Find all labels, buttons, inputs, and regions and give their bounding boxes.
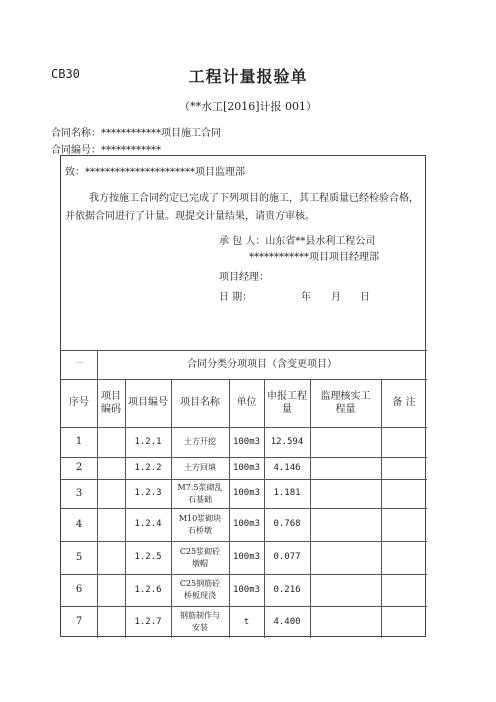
cell-qty: 4.146 bbox=[273, 462, 301, 473]
date-label: 日 期： bbox=[219, 292, 253, 303]
cell-item-no: 1.2.4 bbox=[134, 519, 162, 530]
form-table bbox=[60, 155, 426, 637]
col-verify-line-1: 监理核实工 bbox=[320, 390, 371, 402]
page-title: 工程计量报验单 bbox=[188, 67, 308, 86]
cell-name bbox=[171, 574, 229, 606]
letter-body-line-1: 我方按施工合同约定已完成了下列项目的施工，其工程质量已经检验合格， bbox=[89, 193, 419, 204]
col-code-line-2: 编码 bbox=[101, 404, 121, 415]
section-title: 合同分类分项项目（含变更项目） bbox=[187, 358, 337, 370]
cell-item-no: 1.2.1 bbox=[134, 436, 162, 447]
col-qty-line-1: 申报工程 bbox=[267, 390, 307, 402]
cell-name-line-1: 土方开挖 bbox=[184, 437, 216, 447]
cell-item-no: 1.2.5 bbox=[134, 552, 162, 563]
date-day: 日 bbox=[360, 292, 370, 303]
col-remark: 备 注 bbox=[392, 397, 416, 409]
cell-unit: 100m3 bbox=[232, 519, 261, 530]
cell-name-line-1: M7.5浆砌乱 bbox=[177, 482, 223, 492]
cell-seq: 6 bbox=[75, 584, 83, 596]
col-verify-line-2: 程量 bbox=[335, 404, 356, 415]
cell-name bbox=[171, 508, 229, 541]
contract-number: 合同编号：************ bbox=[51, 145, 161, 156]
col-code bbox=[97, 379, 125, 427]
section-number: 一 bbox=[75, 359, 83, 369]
cell-item-no: 1.2.7 bbox=[134, 616, 162, 627]
contract-name: 合同名称：************项目施工合同 bbox=[51, 128, 221, 139]
cell-name-line-1: C25钢筋砼 bbox=[179, 579, 221, 589]
cell-name bbox=[171, 479, 229, 508]
document-number: （**水工[2016]计报 001） bbox=[178, 100, 318, 113]
cell-seq: 7 bbox=[75, 616, 83, 628]
cell-unit: 100m3 bbox=[232, 552, 261, 563]
cell-seq: 1 bbox=[75, 436, 83, 448]
cell-name-line-2: 安装 bbox=[192, 623, 208, 632]
cell-name bbox=[171, 541, 229, 574]
date-year: 年 bbox=[301, 292, 311, 303]
cell-name-line-1: C25浆砌砼 bbox=[179, 546, 221, 556]
cell-item-no: 1.2.2 bbox=[134, 462, 162, 473]
cell-name-line-2: 墩帽 bbox=[192, 558, 208, 568]
project-department: ************项目项目经理部 bbox=[249, 252, 379, 263]
cell-name bbox=[171, 457, 229, 479]
cell-name-line-1: M10浆砌块 bbox=[178, 513, 222, 523]
cell-name-line-2: 桥板现浇 bbox=[184, 591, 216, 600]
col-qty bbox=[264, 379, 310, 427]
cell-unit: 100m3 bbox=[232, 436, 261, 447]
date-month: 月 bbox=[331, 292, 341, 303]
col-unit: 单位 bbox=[236, 397, 257, 409]
contractor: 承 包 人：山东省**县水利工程公司 bbox=[219, 236, 376, 247]
cell-seq: 2 bbox=[75, 462, 83, 474]
cell-qty: 0.216 bbox=[273, 584, 301, 595]
letter-body-line-2: 并依据合同进行了计量。现提交计量结果，请贵方审核。 bbox=[65, 211, 315, 222]
cell-name bbox=[171, 606, 229, 638]
cell-qty: 12.594 bbox=[270, 436, 304, 447]
cell-seq: 5 bbox=[75, 551, 83, 563]
cell-unit: 100m3 bbox=[232, 488, 261, 499]
cell-seq: 4 bbox=[75, 518, 83, 530]
col-seq: 序号 bbox=[69, 397, 89, 409]
cell-name-line-1: 钢筋制作与 bbox=[180, 611, 220, 621]
project-manager-label: 项目经理： bbox=[219, 272, 269, 283]
addressee: 致：**********************项目监理部 bbox=[65, 167, 245, 178]
cell-name-line-2: 石基础 bbox=[188, 494, 212, 504]
cell-qty: 1.181 bbox=[273, 488, 301, 499]
cell-unit: 100m3 bbox=[232, 584, 261, 595]
cell-qty: 0.768 bbox=[273, 519, 301, 530]
cell-item-no: 1.2.3 bbox=[134, 488, 162, 499]
col-item-no: 项目编号 bbox=[128, 397, 168, 409]
col-name: 项目名称 bbox=[180, 397, 220, 409]
cell-qty: 0.077 bbox=[273, 552, 301, 563]
cell-name-line-2: 石桥墩 bbox=[188, 525, 212, 535]
cell-unit: t bbox=[243, 616, 250, 627]
cell-seq: 3 bbox=[75, 487, 83, 499]
cell-item-no: 1.2.6 bbox=[134, 584, 162, 595]
cell-qty: 4.400 bbox=[273, 616, 301, 627]
col-qty-line-2: 量 bbox=[282, 404, 292, 415]
col-verify bbox=[310, 379, 381, 427]
form-code: CB30 bbox=[51, 67, 80, 81]
cell-name bbox=[171, 427, 229, 457]
col-code-line-1: 项目 bbox=[101, 390, 121, 402]
cell-unit: 100m3 bbox=[232, 462, 261, 473]
cell-name-line-1: 土方回填 bbox=[184, 463, 216, 473]
